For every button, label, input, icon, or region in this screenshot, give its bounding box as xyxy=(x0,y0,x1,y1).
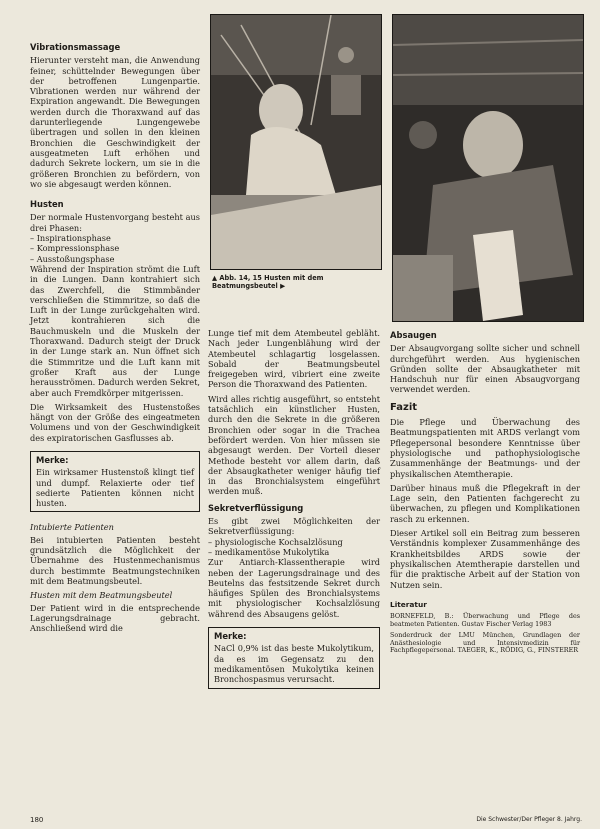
paragraph-vibration: Hierunter versteht man, die Anwendung feiner, schüttelnder Bewegungen über der betroffenen Lungenpartie. Vibrationen werden nur während der Expiration angewandt. Die Bewegungen werden durch die Thoraxwand auf das darunterliegende Lungengewebe übertragen und sollen in den kleinen Bronchien die Geschwindigkeit der ausgeatmeten Luft erhöhen und dadurch Sekrete lockern, um sie in die größeren Bronchien zu befördern, von wo sie abgesaugt werden können. xyxy=(30,55,200,189)
paragraph-intubiert: Bei intubierten Patienten besteht grundsätzlich die Möglichkeit der Übernahme des Hustenmechanismus durch bestimmte Beatmungstechniken mit dem Beatmungsbeutel. xyxy=(30,534,200,586)
heading-husten-beatmungsbeutel: Husten mit dem Beatmungsbeutel xyxy=(30,590,173,601)
husten-phase-list xyxy=(30,233,200,264)
paragraph-kuenstlicher-husten: Wird alles richtig ausgeführt, so entsteht tatsächlich ein künstlicher Husten, durch den die Sekrete in die größeren Bronchien oder sogar in die Trachea befördert werden. Von hier müssen sie abgesaugt werden. Der Vorteil dieser Methode besteht vor allem darin, daß der Absaugkatheter weniger häufig tief in das Bronchialsystem eingeführt werden muß. xyxy=(208,393,380,497)
column-right xyxy=(390,330,580,658)
paragraph-fazit-2: Darüber hinaus muß die Pflegekraft in der Lage sein, den Patienten fachgerecht zu überwachen, zu pflegen und Komplikationen rasch zu erkennen. xyxy=(390,482,580,524)
paragraph-fazit-3: Dieser Artikel soll ein Beitrag zum besseren Verständnis komplexer Zusammenhänge des Krankheitsbildes ARDS sowie der physikalischen Atemtherapie darstellen und für die praktische Arbeit auf der Station von Nutzen sein. xyxy=(390,528,580,590)
husten-phase-item: – Kompressionsphase xyxy=(30,243,200,253)
heading-intubiert: Intubierte Patienten xyxy=(30,522,114,533)
paragraph-husten-wirksamkeit: Die Wirksamkeit des Hustenstoßes hängt von der Größe des eingeatmeten Volumens und von der Geschwindigkeit des expiratorischen Gasflusses ab. xyxy=(30,401,200,443)
merke-box-husten xyxy=(30,451,200,512)
photo-beatmungsbeutel-2 xyxy=(392,14,584,322)
merke-title: Merke: xyxy=(214,631,247,642)
paragraph-fazit-1: Die Pflege und Überwachung des Beatmungspatienten mit ARDS verlangt vom Pflegepersonal besondere Kenntnisse über physiologische und pathophysiologische Zusammenhänge der Beatmungs- und der physikalischen Atemtherapie. xyxy=(390,417,580,479)
photo-scene-1 xyxy=(211,15,381,269)
heading-vibration: Vibrationsmassage xyxy=(30,42,121,52)
running-footer: Die Schwester/Der Pfleger 8. Jahrg. xyxy=(476,816,582,823)
paragraph-continuation: Lunge tief mit dem Atembeutel gebläht. Nach jeder Lungenblähung wird der Atembeutel schlagartig losgelassen. Sobald der Beatmungsbeutel freigegeben wird, vibriert eine zweite Person die Thoraxwand des Patienten. xyxy=(208,328,380,390)
merke-text: NaCl 0,9% ist das beste Mukolytikum, da es im Gegensatz zu den medikamentösen Mukolytika keinen Bronchospasmus verursacht. xyxy=(214,643,374,685)
merke-title: Merke: xyxy=(36,454,69,465)
heading-husten: Husten xyxy=(30,199,64,210)
heading-absaugen: Absaugen xyxy=(390,330,437,340)
sekret-list-item: – physiologische Kochsalzlösung xyxy=(208,537,380,547)
literature-list xyxy=(390,613,580,655)
paragraph-husten-intro: Der normale Hustenvorgang besteht aus drei Phasen: xyxy=(30,212,200,233)
literature-entry: Sonderdruck der LMU München, Grundlagen der Anästhesiologie und Intensivmedizin für Fachpflegepersonal. TAEGER, K., RÖDIG, G., FINSTERER xyxy=(390,630,580,655)
paragraph-husten-beatmungsbeutel: Der Patient wird in die entsprechende Lagerungsdrainage gebracht. Anschließend wird die xyxy=(30,602,200,634)
paragraph-antiarch: Zur Antiarch-Klassentherapie wird neben der Lagerungsdrainage und des Beutelns das festsitzende Sekret durch häufiges Spülen des Bronchialsystems mit physiologischer Kochsalzlösung während des Absaugens gelöst. xyxy=(208,557,380,619)
photo-beatmungsbeutel-1 xyxy=(210,14,382,270)
paragraph-sekret-intro: Es gibt zwei Möglichkeiten der Sekretverflüssigung: xyxy=(208,516,380,537)
husten-phase-item: – Inspirationsphase xyxy=(30,233,200,243)
merke-text: Ein wirksamer Hustenstoß klingt tief und dumpf. Relaxierte oder tief sedierte Patienten können nicht husten. xyxy=(36,467,194,509)
column-middle xyxy=(208,328,380,699)
photo-scene-2 xyxy=(393,15,583,321)
sekret-list xyxy=(208,537,380,558)
figure-caption: ▲ Abb. 14, 15 Husten mit dem Beatmungsbeutel ▶ xyxy=(212,274,324,291)
sekret-list-item: – medikamentöse Mukolytika xyxy=(208,547,380,557)
merke-box-nacl xyxy=(208,627,380,688)
paragraph-absaugen: Der Absaugvorgang sollte sicher und schnell durchgeführt werden. Aus hygienischen Gründen sollte der Absaugkatheter mit Handschuh nur für einen Absaugvorgang verwendet werden. xyxy=(390,343,580,395)
paragraph-husten-body: Während der Inspiration strömt die Luft in die Lungen. Dann kontrahiert sich das Zwerchfell, die Stimmbänder verschließen die Stimmritze, so daß die Luft in der Lunge zurückgehalten wird. Jetzt kontrahieren sich die Bauchmuskeln und die Muskeln der Thoraxwand. Dadurch steigt der Druck in der Lunge stark an. Nun öffnet sich die Stimmritze und die Luft kann mit großer Kraft aus der Lunge herausströmen. Dadurch werden Sekret, aber auch Fremdkörper mitgerissen. xyxy=(30,263,200,398)
heading-literatur: Literatur xyxy=(390,599,427,609)
husten-phase-item: – Ausstoßungsphase xyxy=(30,254,200,264)
heading-fazit: Fazit xyxy=(390,401,418,413)
literature-entry: BORNEFELD, B.: Überwachung und Pflege des beatmeten Patienten. Gustav Fischer Verlag 1983 xyxy=(390,612,580,628)
page-number: 180 xyxy=(30,816,44,824)
heading-sekretverfluessigung: Sekretverflüssigung xyxy=(208,502,304,513)
column-left xyxy=(30,36,200,637)
